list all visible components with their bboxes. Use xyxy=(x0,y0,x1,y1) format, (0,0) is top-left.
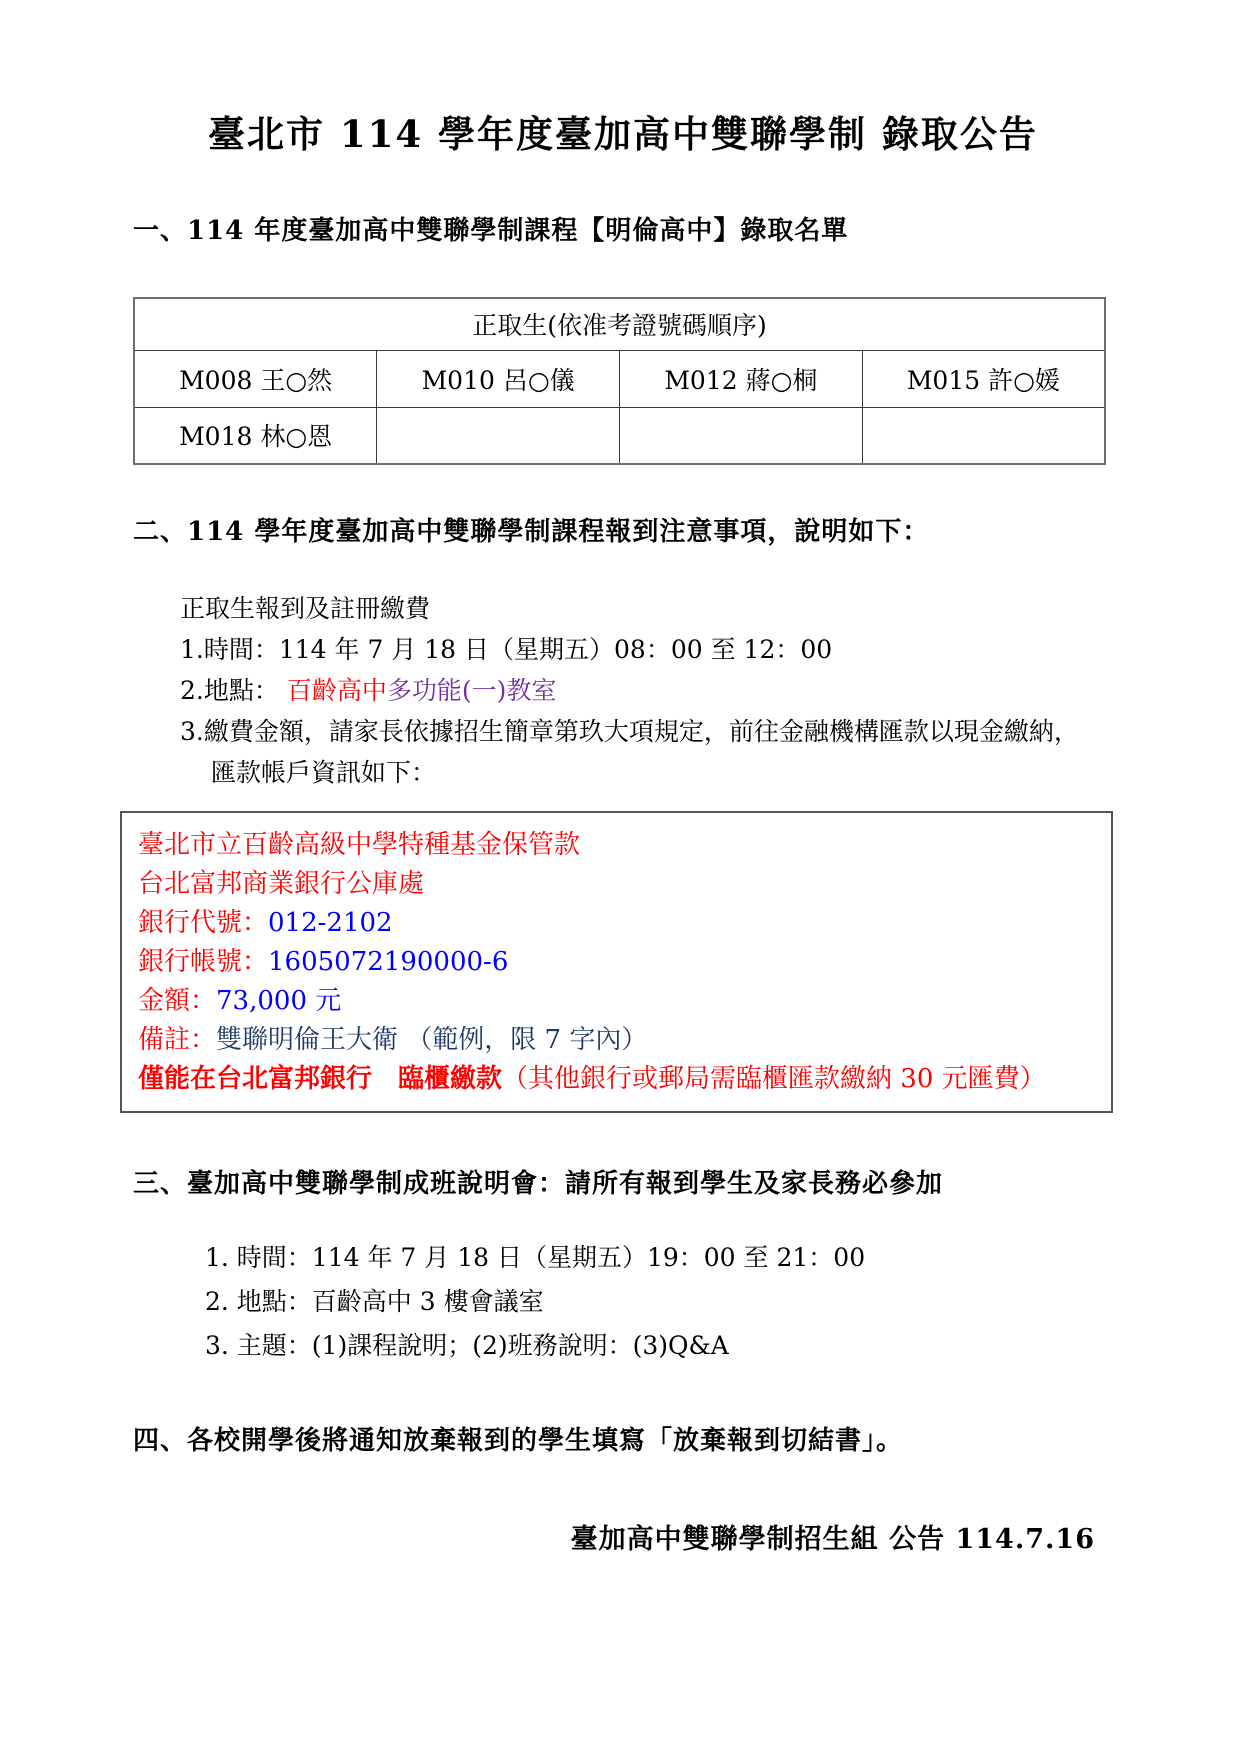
section1-heading: 一、114 年度臺加高中雙聯學制課程【明倫高中】錄取名單 xyxy=(133,216,849,246)
briefing-list xyxy=(205,1236,1113,1368)
note-line xyxy=(138,1021,1097,1060)
bank-code-label: 銀行代號： xyxy=(138,908,269,938)
payment-warning-emphasis: 僅能在台北富邦銀行 臨櫃繳款 xyxy=(138,1064,503,1094)
payment-warning-line xyxy=(138,1060,1097,1099)
account-number-label: 銀行帳號： xyxy=(138,947,269,977)
account-number-line xyxy=(138,943,1097,982)
table-cell: M010 呂○儀 xyxy=(377,350,620,407)
table-cell: M012 蔣○桐 xyxy=(620,350,863,407)
registration-subheading: 正取生報到及註冊繳費 xyxy=(180,594,431,623)
section2-heading: 二、114 學年度臺加高中雙聯學制課程報到注意事項，說明如下： xyxy=(133,517,930,547)
table-row xyxy=(134,350,1105,407)
bank-account-name: 臺北市立百齡高級中學特種基金保管款 xyxy=(138,830,581,860)
bank-code-line xyxy=(138,904,1097,943)
location-label: 2.地點： xyxy=(180,676,287,705)
registration-time-line: 1.時間：114 年 7 月 18 日（星期五）08：00 至 12：00 xyxy=(180,635,833,664)
amount-label: 金額： xyxy=(138,986,217,1016)
registration-location-line xyxy=(180,670,1113,711)
table-row xyxy=(134,407,1105,464)
table-cell xyxy=(862,407,1105,464)
section3-heading: 三、臺加高中雙聯學制成班說明會：請所有報到學生及家長務必參加 xyxy=(133,1169,944,1199)
admission-table xyxy=(133,297,1106,465)
announcement-signature: 臺加高中雙聯學制招生組 公告 114.7.16 xyxy=(570,1524,1095,1555)
payment-warning-detail: （其他銀行或郵局需臨櫃匯款繳納 30 元匯費） xyxy=(502,1064,1046,1094)
list-item: 1. 時間：114 年 7 月 18 日（星期五）19：00 至 21：00 xyxy=(205,1243,866,1272)
table-cell xyxy=(620,407,863,464)
section2-body xyxy=(180,588,1113,793)
table-cell xyxy=(377,407,620,464)
bank-info-box xyxy=(120,811,1113,1113)
table-cell: M018 林○恩 xyxy=(134,407,377,464)
amount-line xyxy=(138,982,1097,1021)
list-item: 3. 主題：(1)課程說明；(2)班務說明：(3)Q&A xyxy=(205,1331,729,1360)
table-cell: M015 許○媛 xyxy=(862,350,1105,407)
location-school: 百齡高中 xyxy=(286,676,387,705)
section4-heading: 四、各校開學後將通知放棄報到的學生填寫「放棄報到切結書」。 xyxy=(133,1426,904,1456)
amount-value: 73,000 元 xyxy=(216,986,342,1016)
bank-branch-name: 台北富邦商業銀行公庫處 xyxy=(138,869,425,899)
table-header-row xyxy=(134,298,1105,350)
list-item: 2. 地點：百齡高中 3 樓會議室 xyxy=(205,1287,544,1316)
note-value: 雙聯明倫王大衛 （範例，限 7 字內） xyxy=(216,1025,648,1055)
account-number-value: 1605072190000-6 xyxy=(268,947,509,977)
bank-code-value: 012-2102 xyxy=(268,908,393,938)
table-header-cell: 正取生(依准考證號碼順序) xyxy=(134,298,1105,350)
table-cell: M008 王○然 xyxy=(134,350,377,407)
note-label: 備註： xyxy=(138,1025,217,1055)
payment-instruction-line: 3.繳費金額，請家長依據招生簡章第玖大項規定，前往金融機構匯款以現金繳納，匯款帳戶資訊如下： xyxy=(180,717,1079,787)
page-title: 臺北市 114 學年度臺加高中雙聯學制 錄取公告 xyxy=(208,112,1038,156)
location-room: 多功能(一)教室 xyxy=(386,676,557,705)
